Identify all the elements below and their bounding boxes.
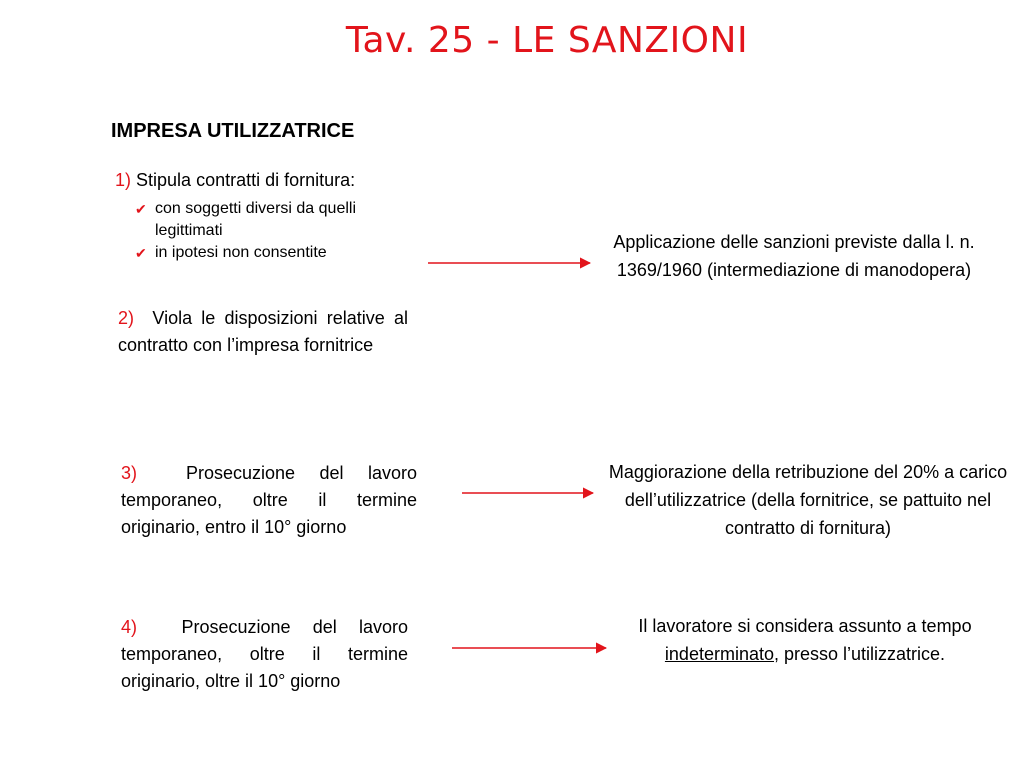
- item-3: [121, 460, 417, 541]
- item-4-text: Prosecuzione del lavoro temporaneo, oltre il termine originario, oltre il 10° giorno: [121, 617, 408, 691]
- item-2-number: 2): [118, 308, 135, 328]
- item-4: [121, 614, 408, 695]
- result-3-underlined: indeterminato: [664, 644, 774, 664]
- check-item-text: con soggetti diversi da quelli legittimati: [155, 200, 357, 239]
- result-2: Maggiorazione della retribuzione del 20% a carico dell’utilizzatrice (della fornitrice, se pattuito nel contratto di fornitura): [608, 462, 1008, 538]
- result-3: [612, 612, 998, 668]
- section-heading: IMPRESA UTILIZZATRICE: [111, 120, 355, 142]
- item-4-number: 4): [121, 617, 138, 637]
- check-item-text: in ipotesi non consentite: [155, 244, 327, 261]
- item-1-number: 1): [115, 170, 132, 190]
- check-item: [135, 198, 425, 242]
- result-3-text-before: Il lavoratore si considera assunto a tempo: [638, 616, 972, 636]
- result-3-text-after: , presso l’utilizzatrice.: [774, 644, 946, 664]
- item-3-text: Prosecuzione del lavoro temporaneo, oltre il termine originario, entro il 10° giorno: [121, 463, 417, 537]
- item-2: [118, 305, 408, 359]
- slide-title: Tav. 25 - LE SANZIONI: [345, 20, 749, 61]
- item-1-checklist: [135, 198, 425, 264]
- result-1: Applicazione delle sanzioni previste dalla l. n. 1369/1960 (intermediazione di manodopera): [613, 232, 975, 280]
- item-1: [115, 170, 355, 191]
- checkmark-icon: ✔: [135, 201, 147, 217]
- checkmark-icon: ✔: [135, 245, 147, 261]
- item-3-number: 3): [121, 463, 138, 483]
- item-2-text: Viola le disposizioni relative al contratto con l’impresa fornitrice: [118, 308, 408, 355]
- check-item: [135, 242, 425, 264]
- item-1-text: Stipula contratti di fornitura:: [136, 170, 356, 190]
